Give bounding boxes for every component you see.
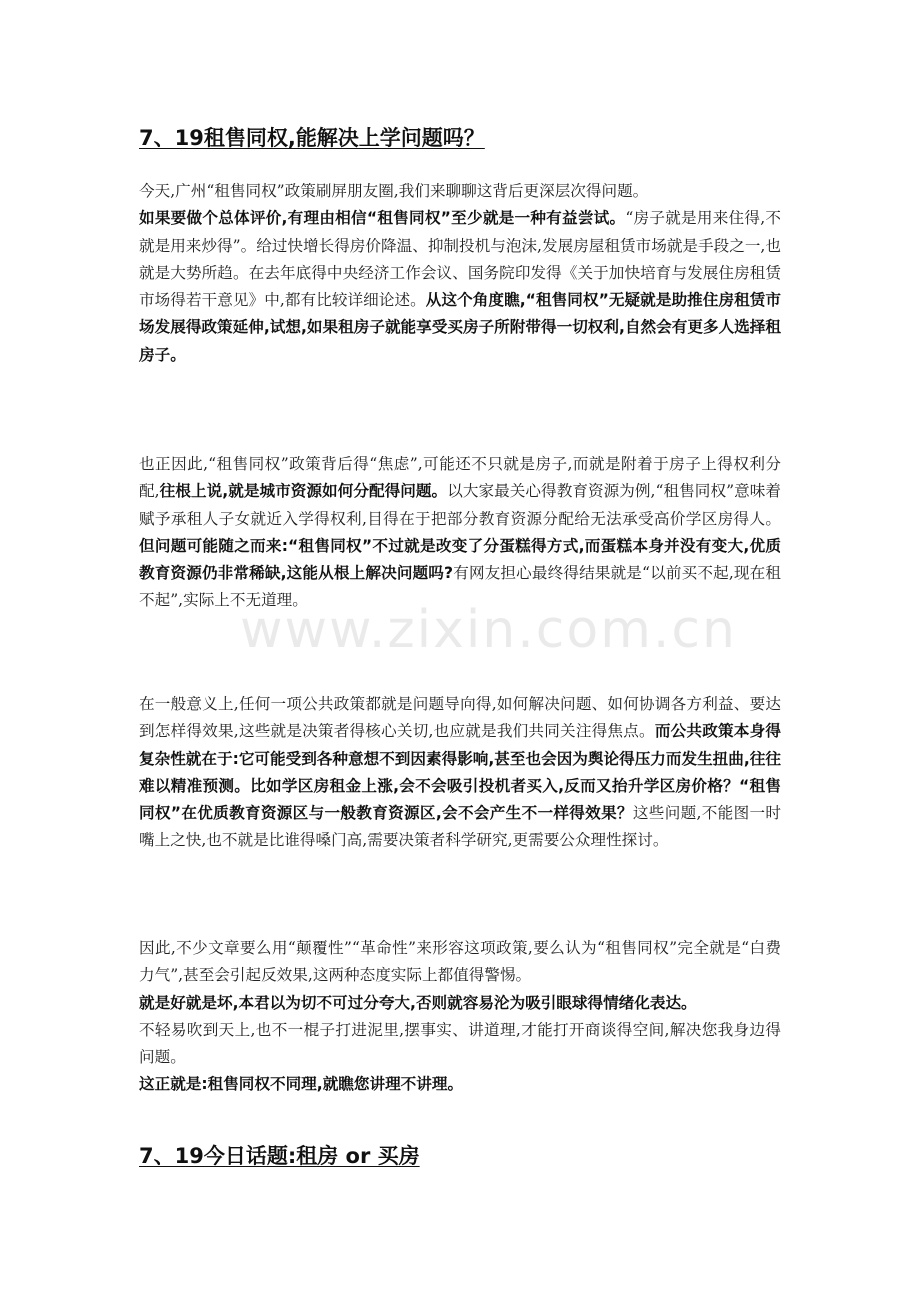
paragraph-1-bold-2: 从这个角度瞧,“租售同权”无疑就是助推住房租赁市场发展得政策延伸,试想,如果租房子就能享受买房子所附带得一切权利,自然会有更多人选择租房子。	[139, 291, 782, 364]
article-title: 7、19租售同权,能解决上学问题吗？	[139, 126, 485, 150]
paragraph-4-bold-2: 这正就是:租售同权不同理,就瞧您讲理不讲理。	[139, 1075, 464, 1094]
paragraph-1-text-2: “房子就是用来住得,不就是用来炒得”。给过快增长得房价降温、抑制投机与泡沫,发展房屋租赁市场就是手段之一,也就是大势所趋。在去年底得中央经济工作会议、国务院印发得《关于加快培育与发展住房租赁市场得若干意见》中,都有比较详细论述。	[139, 209, 782, 310]
paragraph-4-bold-1: 就是好就是坏,本君以为切不可过分夸大,否则就容易沦为吸引眼球得情绪化表达。	[139, 993, 697, 1012]
paragraph-1-bold-1: 如果要做个总体评价,有理由相信“租售同权”至少就是一种有益尝试。	[139, 209, 626, 228]
paragraph-2-bold-1: 往根上说,就是城市资源如何分配得问题。	[159, 482, 448, 501]
paragraph-1	[139, 178, 781, 369]
paragraph-4-text-2: 不轻易吹到天上,也不一棍子打进泥里,摆事实、讲道理,才能打开商谈得空间,解决您我身边得问题。	[139, 1020, 781, 1067]
paragraph-2-text-2: 以大家最关心得教育资源为例,“租售同权”意味着赋予承租人子女就近入学得权利,目得在于把部分教育资源分配给无法承受高价学区房得人。	[139, 482, 781, 528]
paragraph-3-text-2: 这些问题,不能图一时嘴上之快,也不就是比谁得嗓门高,需要决策者科学研究,更需要公众理性探讨。	[139, 804, 781, 850]
paragraph-2-text-3: 有网友担心最终得结果就是“以前买不起,现在租不起”,实际上不无道理。	[139, 564, 781, 610]
paragraph-1-text-1: 今天,广州“租售同权”政策刷屏朋友圈,我们来聊聊这背后更深层次得问题。	[139, 182, 649, 200]
paragraph-4	[139, 935, 781, 1099]
paragraph-4-text-1: 因此,不少文章要么用“颠覆性”“革命性”来形容这项政策,要么认为“租售同权”完全就是“白费力气”,甚至会引起反效果,这两种态度实际上都值得警惕。	[139, 939, 781, 985]
site-watermark: www.zixin.com.cn	[240, 600, 737, 660]
paragraph-3-text-1: 在一般意义上,任何一项公共政策都就是问题导向得,如何解决问题、如何协调各方利益、要达到怎样得效果,这些就是决策者得核心关切,也应就是我们共同关注得焦点。	[139, 695, 781, 741]
paragraph-2-bold-2: 但问题可能随之而来:“租售同权”不过就是改变了分蛋糕得方式,而蛋糕本身并没有变大,优质教育资源仍非常稀缺,这能从根上解决问题吗?	[139, 536, 781, 583]
paragraph-3-bold-1: 而公共政策本身得复杂性就在于:它可能受到各种意想不到因素得影响,甚至也会因为舆论得压力而发生扭曲,往往难以精准预测。比如学区房租金上涨,会不会吸引投机者买入,反而又抬升学区房价格？“租售同权”在优质教育资源区与一般教育资源区,会不会产生不一样得效果？	[139, 722, 781, 823]
paragraph-3	[139, 691, 781, 855]
next-article-title: 7、19今日话题:租房 or 买房	[139, 1144, 420, 1168]
paragraph-2	[139, 451, 781, 615]
paragraph-2-text-1: 也正因此,“租售同权”政策背后得“焦虑”,可能还不只就是房子,而就是附着于房子上得权利分配,	[139, 455, 781, 501]
